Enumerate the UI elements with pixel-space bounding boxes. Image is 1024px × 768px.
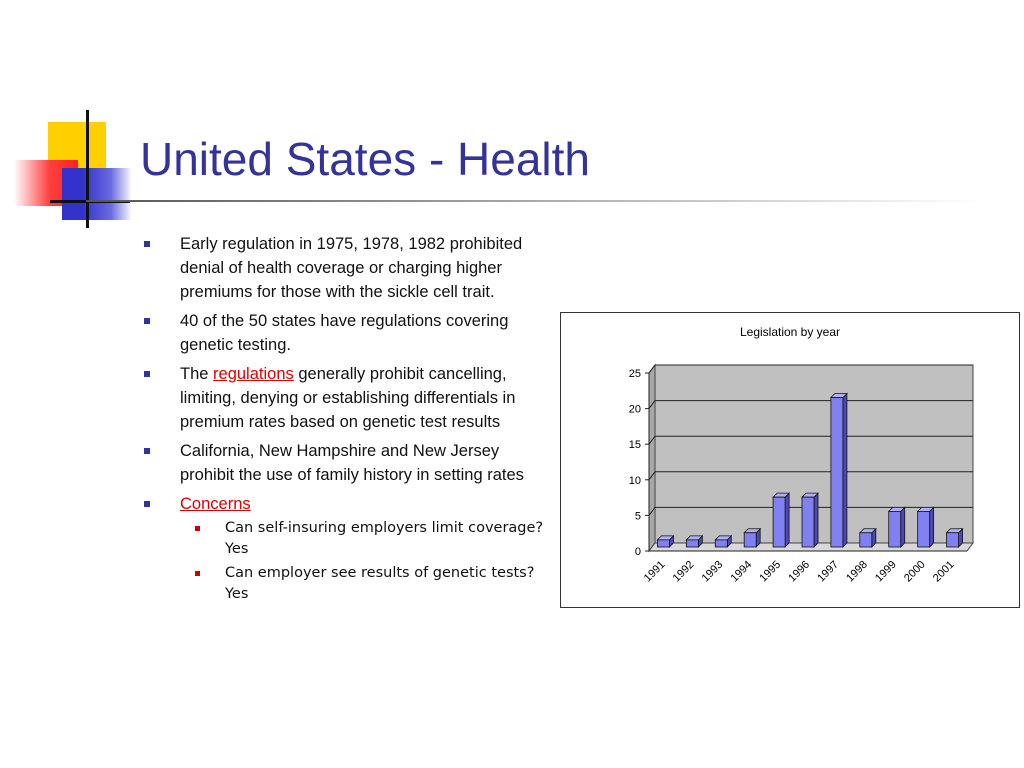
bullet-text: The: [180, 365, 214, 383]
bullet-item: [142, 362, 552, 434]
x-tick-label: 1991: [641, 558, 668, 585]
y-tick-label: 15: [628, 439, 641, 452]
bar-side: [785, 493, 789, 547]
x-tick-label: 1997: [815, 558, 842, 585]
sub-bullet-item: Can employer see results of genetic tests? Yes: [180, 563, 552, 605]
sub-bullet-item: Can self-insuring employers limit coverage? Yes: [180, 518, 552, 560]
bar: [831, 397, 843, 547]
logo-blue-bar: [62, 168, 132, 220]
x-tick-label: 1999: [873, 558, 899, 585]
x-tick-label: 1996: [786, 558, 813, 585]
bar: [744, 533, 756, 547]
x-tick-label: 1992: [670, 558, 697, 585]
regulations-link[interactable]: regulations: [213, 365, 294, 383]
concerns-link[interactable]: Concerns: [180, 495, 251, 513]
title-underline: [86, 200, 986, 202]
bar: [802, 497, 814, 547]
bullet-item: Early regulation in 1975, 1978, 1982 prohibited denial of health coverage or charging higher premiums for those with the sickle cell trait.: [142, 232, 552, 304]
bar: [657, 540, 669, 547]
bar: [918, 511, 930, 547]
y-tick-label: 25: [628, 368, 641, 380]
x-tick-label: 1993: [699, 558, 726, 585]
slide-title: United States - Health: [140, 133, 591, 185]
bullet-item: California, New Hampshire and New Jersey prohibit the use of family history in setting rates: [142, 439, 552, 487]
y-tick-label: 0: [634, 546, 641, 558]
x-tick-label: 2001: [930, 558, 957, 585]
y-tick-label: 10: [628, 474, 641, 487]
bullet-item: 40 of the 50 states have regulations covering genetic testing.: [142, 309, 552, 357]
bar-side: [843, 393, 847, 547]
x-tick-label: 1994: [728, 558, 755, 585]
bar: [773, 497, 785, 547]
bar: [715, 540, 727, 547]
bullet-item: [142, 492, 552, 605]
chart-container: [560, 312, 1020, 608]
legislation-bar-chart: [561, 313, 1019, 607]
x-tick-label: 1995: [757, 558, 784, 585]
bullet-text: generally prohibit cancelling, limiting, denying or establishing differentials in premium rates based on genetic test results: [180, 365, 516, 431]
bar-side: [901, 507, 905, 547]
chart-title: Legislation by year: [739, 325, 841, 339]
x-tick-label: 2000: [901, 558, 928, 585]
bar: [947, 533, 959, 547]
x-tick-label: 1998: [844, 558, 870, 585]
y-tick-label: 20: [628, 403, 641, 416]
sub-bullet-list: [180, 518, 552, 605]
bar-side: [814, 493, 818, 547]
chart-side-wall: [649, 365, 655, 551]
bar: [860, 533, 872, 547]
bullet-list: [142, 232, 552, 610]
bar-side: [930, 507, 934, 547]
bar: [686, 540, 698, 547]
logo-vertical-line: [86, 110, 89, 228]
bar: [889, 511, 901, 547]
y-tick-label: 5: [634, 510, 641, 523]
